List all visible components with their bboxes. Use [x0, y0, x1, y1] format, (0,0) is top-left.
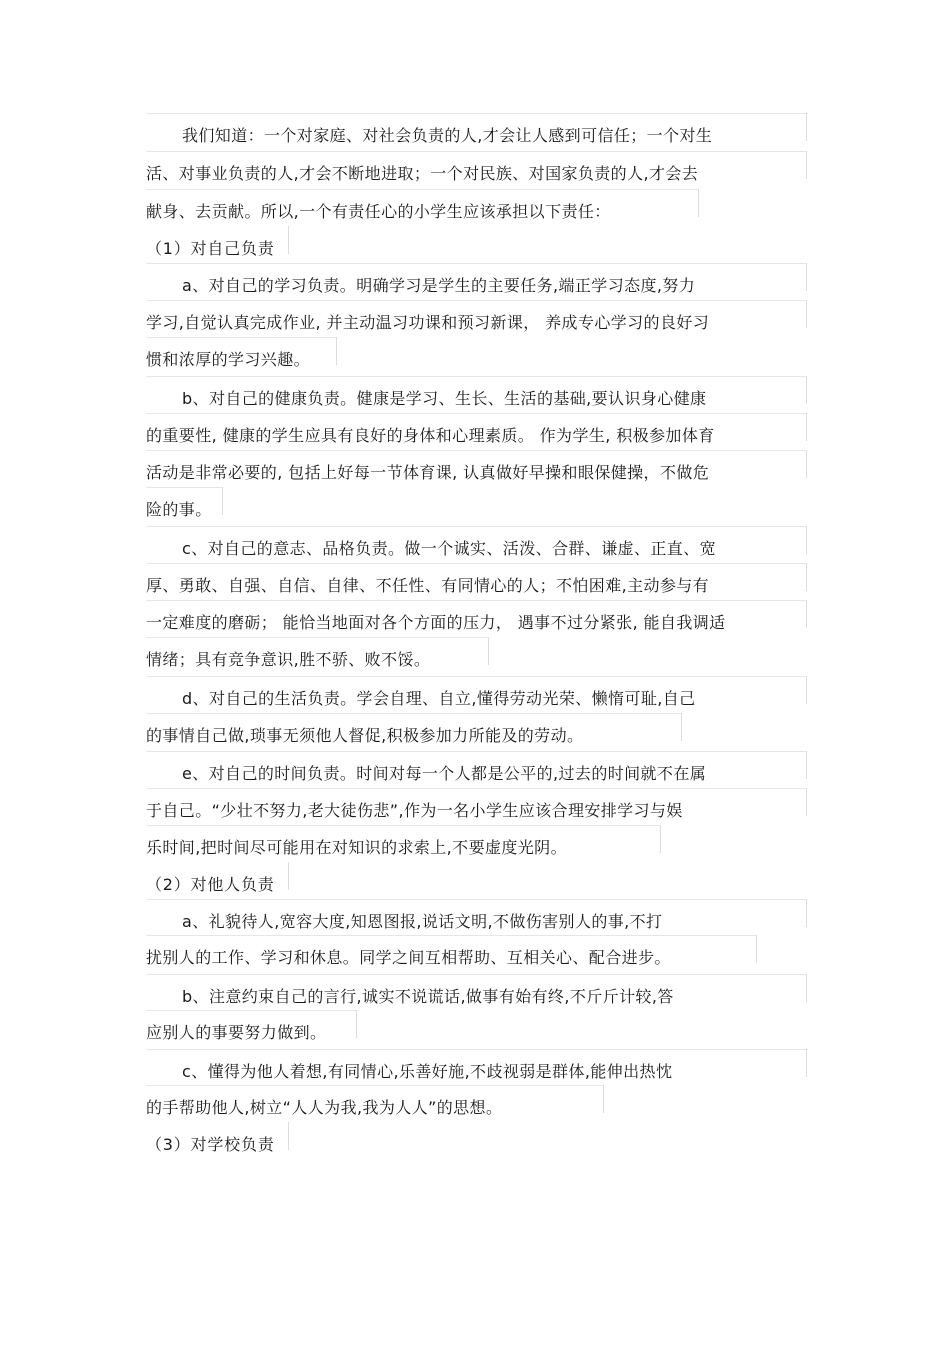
- s2-a-line-2: 扰别人的工作、学习和休息。同学之间互相帮助、互相关心、配合进步。: [146, 946, 671, 970]
- s1-b-line-2: 的重要性, 健康的学生应具有良好的身体和心理素质。 作为学生, 积极参加体育: [146, 424, 715, 448]
- s2-b-line-1: b、注意约束自己的言行,诚实不说谎话,做事有始有终,不斤斤计较,答: [182, 985, 674, 1009]
- intro-line-3: 献身、去贡献。所以,一个有责任心的小学生应该承担以下责任：: [146, 200, 611, 224]
- s2-a-line-1: a、礼貌待人,宽容大度,知恩图报,说话文明,不做伤害别人的事,不打: [182, 910, 662, 934]
- s1-c-line-2: 厚、勇敢、自强、自信、自律、不任性、有同情心的人；不怕困难,主动参与有: [146, 574, 709, 598]
- s1-b-line-4: 险的事。: [146, 498, 212, 522]
- s1-b-line-3: 活动是非常必要的, 包括上好每一节体育课, 认真做好早操和眼保健操，不做危: [146, 461, 709, 485]
- s1-c-line-3: 一定难度的磨砺； 能恰当地面对各个方面的压力， 遇事不过分紧张, 能自我调适: [146, 611, 726, 635]
- s1-a-line-2: 学习,自觉认真完成作业, 并主动温习功课和预习新课， 养成专心学习的良好习: [146, 311, 709, 335]
- s1-d-line-2: 的事情自己做,琐事无须他人督促,积极参加力所能及的劳动。: [146, 724, 583, 748]
- s1-c-line-1: c、对自己的意志、品格负责。做一个诚实、活泼、合群、谦虚、正直、宽: [182, 537, 716, 561]
- s1-a-line-3: 惯和浓厚的学习兴趣。: [146, 348, 310, 372]
- s2-c-line-1: c、懂得为他人着想,有同情心,乐善好施,不歧视弱是群体,能伸出热忱: [182, 1060, 672, 1084]
- s2-c-line-2: 的手帮助他人,树立“人人为我,我为人人”的思想。: [146, 1096, 502, 1120]
- section-1-heading: （1）对自己负责: [146, 237, 275, 261]
- section-3-heading: （3）对学校负责: [146, 1133, 275, 1157]
- intro-line-1: 我们知道：一个对家庭、对社会负责的人,才会让人感到可信任；一个对生: [182, 124, 712, 148]
- s2-b-line-2: 应别人的事要努力做到。: [146, 1021, 326, 1045]
- s1-d-line-1: d、对自己的生活负责。学会自理、自立,懂得劳动光荣、懒惰可耻,自己: [182, 687, 696, 711]
- s1-a-line-1: a、对自己的学习负责。明确学习是学生的主要任务,端正学习态度,努力: [182, 274, 695, 298]
- intro-line-2: 活、对事业负责的人,才会不断地进取；一个对民族、对国家负责的人,才会去: [146, 162, 698, 186]
- s1-e-line-1: e、对自己的时间负责。时间对每一个人都是公平的,过去的时间就不在属: [182, 762, 706, 786]
- section-2-heading: （2）对他人负责: [146, 873, 275, 897]
- s1-e-line-2: 于自己。“少壮不努力,老大徒伤悲”,作为一名小学生应该合理安排学习与娱: [146, 799, 683, 823]
- s1-c-line-4: 情绪；具有竞争意识,胜不骄、败不馁。: [146, 648, 430, 672]
- s1-e-line-3: 乐时间,把时间尽可能用在对知识的求索上,不要虚度光阴。: [146, 836, 567, 860]
- s1-b-line-1: b、对自己的健康负责。健康是学习、生长、生活的基础,要认识身心健康: [182, 387, 706, 411]
